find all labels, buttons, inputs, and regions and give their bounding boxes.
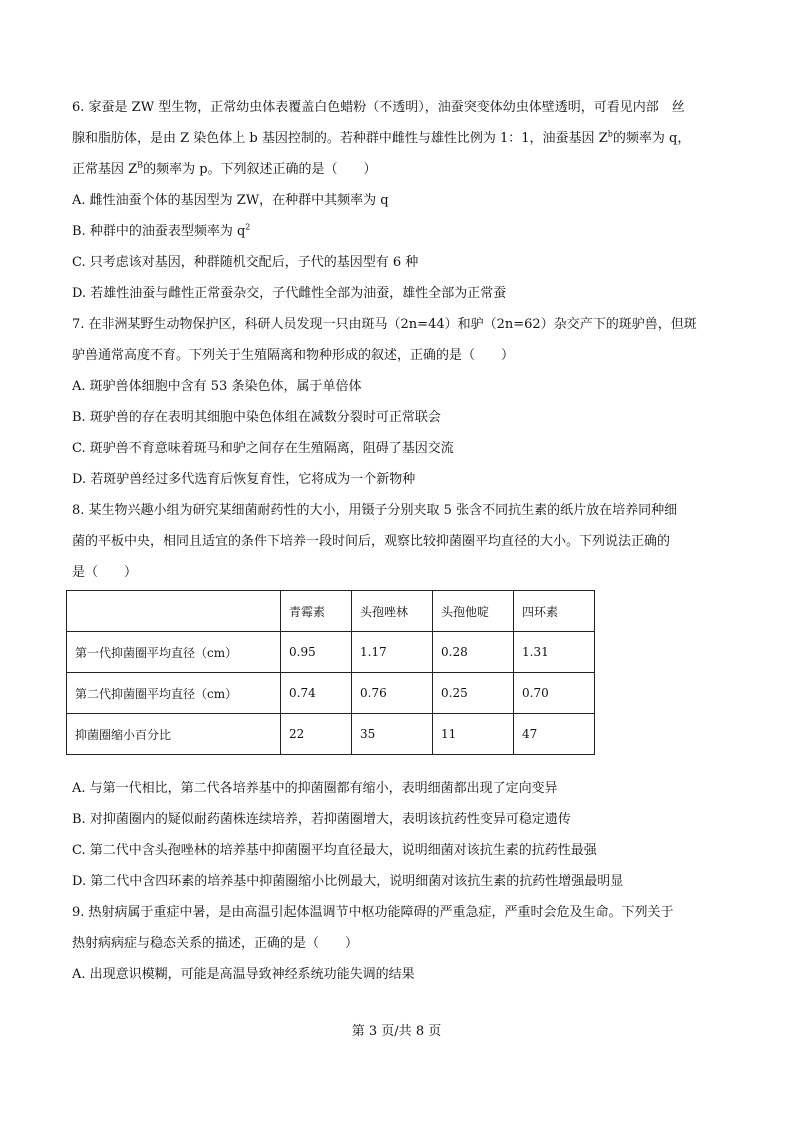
q6-option-b — [72, 216, 722, 247]
q6-stem-line-1: 6. 家蚕是 ZW 型生物，正常幼虫体表覆盖白色蜡粉（不透明），油蚕突变体幼虫体壁透明，可看见内部 丝 — [72, 100, 685, 115]
table-row-label: 第二代抑菌圈平均直径（cm） — [67, 673, 281, 714]
q6-option-b-text: B. 种群中的油蚕表型频率为 q — [72, 224, 246, 239]
q6-option-b-exponent: 2 — [245, 222, 251, 232]
page-footer: 第 3 页/共 8 页 — [351, 1024, 442, 1039]
table-header-row — [67, 591, 595, 632]
table-cell: 1.31 — [514, 632, 595, 673]
table-cell: 0.95 — [281, 632, 352, 673]
table-header-cell: 四环素 — [514, 591, 595, 632]
q8-option-c: C. 第二代中含头孢唑林的培养基中抑菌圈平均直径最大，说明细菌对该抗生素的抗药性最强 — [72, 843, 597, 858]
q7-stem-line-1: 7. 在非洲某野生动物保护区，科研人员发现一只由斑马（2n=44）和驴（2n=62）杂交产下的斑驴兽，但斑 — [72, 317, 697, 332]
q6-superscript-b: b — [607, 129, 613, 139]
table-cell: 0.70 — [514, 673, 595, 714]
table-cell: 1.17 — [352, 632, 433, 673]
table-cell: 11 — [433, 714, 514, 755]
table-header-cell: 青霉素 — [281, 591, 352, 632]
table-header-cell — [67, 591, 281, 632]
q6-option-a: A. 雌性油蚕个体的基因型为 ZW，在种群中其频率为 q — [72, 193, 389, 208]
q8-stem-line-2: 菌的平板中央，相同且适宜的条件下培养一段时间后，观察比较抑菌圈平均直径的大小。下列说法正确的 — [72, 534, 671, 549]
q7-option-a: A. 斑驴兽体细胞中含有 53 条染色体，属于单倍体 — [72, 379, 362, 394]
inhibition-zone-table — [66, 590, 595, 755]
q6-option-c: C. 只考虑该对基因，种群随机交配后，子代的基因型有 6 种 — [72, 255, 419, 270]
table-row — [67, 632, 595, 673]
q6-stem-line-3-text: 正常基因 Z — [72, 162, 138, 177]
question-6 — [72, 92, 722, 309]
q8-stem-line-1: 8. 某生物兴趣小组为研究某细菌耐药性的大小，用镊子分别夹取 5 张含不同抗生素的纸片放在培养同种细 — [72, 503, 678, 518]
table-header-cell: 头孢他啶 — [433, 591, 514, 632]
q8-option-a: A. 与第一代相比，第二代各培养基中的抑菌圈都有缩小，表明细菌都出现了定向变异 — [72, 781, 558, 796]
q9-stem-line-2: 热射病病症与稳态关系的描述，正确的是（ ） — [72, 936, 359, 951]
q7-option-c: C. 斑驴兽不育意味着斑马和驴之间存在生殖隔离，阻碍了基因交流 — [72, 441, 454, 456]
q6-stem-line-2-tail: 的频率为 q， — [612, 131, 691, 146]
q7-option-b: B. 斑驴兽的存在表明其细胞中染色体组在减数分裂时可正常联会 — [72, 410, 441, 425]
table-row — [67, 714, 595, 755]
question-9 — [72, 897, 722, 990]
q6-stem-line-2-text: 腺和脂肪体，是由 Z 染色体上 b 基因控制的。若种群中雌性与雄性比例为 1：1，油蚕基因 Z — [72, 131, 608, 146]
table-cell: 35 — [352, 714, 433, 755]
exam-page-content — [72, 92, 722, 990]
q6-stem-line-3-tail: 的频率为 p。下列叙述正确的是（ ） — [143, 162, 377, 177]
q6-option-d: D. 若雄性油蚕与雌性正常蚕杂交，子代雌性全部为油蚕，雄性全部为正常蚕 — [72, 286, 507, 301]
table-row-label: 第一代抑菌圈平均直径（cm） — [67, 632, 281, 673]
q6-stem-line-2 — [72, 123, 722, 154]
q9-option-a: A. 出现意识模糊，可能是高温导致神经系统功能失调的结果 — [72, 967, 415, 982]
table-row-label: 抑菌圈缩小百分比 — [67, 714, 281, 755]
question-8 — [72, 495, 722, 897]
table-cell: 0.74 — [281, 673, 352, 714]
q6-superscript-B: B — [137, 160, 144, 170]
q9-stem-line-1: 9. 热射病属于重症中暑，是由高温引起体温调节中枢功能障碍的严重急症，严重时会危及生命。下列关于 — [72, 905, 674, 920]
table-cell: 47 — [514, 714, 595, 755]
q6-stem-line-3 — [72, 154, 722, 185]
q7-stem-line-2: 驴兽通常高度不育。下列关于生殖隔离和物种形成的叙述，正确的是（ ） — [72, 348, 515, 363]
table-cell: 22 — [281, 714, 352, 755]
table-cell: 0.76 — [352, 673, 433, 714]
q8-option-d: D. 第二代中含四环素的培养基中抑菌圈缩小比例最大，说明细菌对该抗生素的抗药性增强最明显 — [72, 874, 624, 889]
table-row — [67, 673, 595, 714]
table-cell: 0.28 — [433, 632, 514, 673]
q8-option-b: B. 对抑菌圈内的疑似耐药菌株连续培养，若抑菌圈增大，表明该抗药性变异可稳定遗传 — [72, 812, 571, 827]
table-cell: 0.25 — [433, 673, 514, 714]
table-header-cell: 头孢唑林 — [352, 591, 433, 632]
q8-stem-line-3: 是（ ） — [72, 565, 138, 580]
question-7 — [72, 309, 722, 495]
q7-option-d: D. 若斑驴兽经过多代选育后恢复育性，它将成为一个新物种 — [72, 472, 416, 487]
